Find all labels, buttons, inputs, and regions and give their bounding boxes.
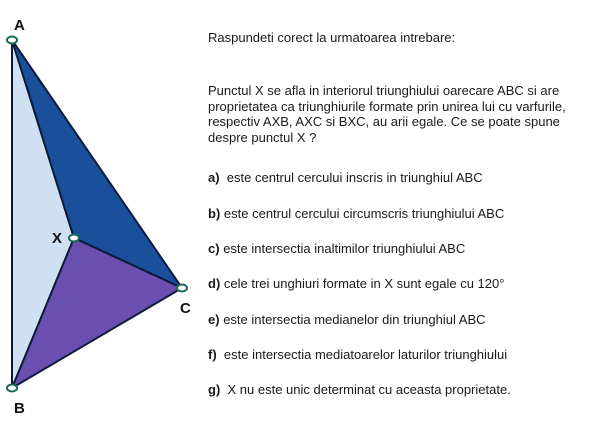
point-x (69, 235, 79, 242)
option-key: a) (208, 170, 220, 185)
option-text: este intersectia mediatoarelor laturilor triunghiului (223, 347, 508, 362)
option-text: cele trei unghiuri formate in X sunt egale cu 120° (223, 276, 505, 291)
option-text: este intersectia inaltimilor triunghiului ABC (223, 241, 466, 256)
option-key: d) (208, 276, 221, 291)
triangle-figure (0, 0, 200, 438)
vertex-c-label: C (180, 300, 191, 317)
option-key: e) (208, 312, 220, 327)
option-text: este intersectia medianelor din triunghiul ABC (223, 312, 486, 327)
answer-option-c[interactable] (208, 241, 465, 256)
option-key: b) (208, 206, 221, 221)
answer-option-f[interactable] (208, 347, 507, 362)
point-x-label: X (52, 230, 63, 247)
instruction-text: Raspundeti corect la urmatoarea intrebare: (208, 30, 456, 45)
answer-option-a[interactable] (208, 170, 483, 185)
vertex-a-point (7, 37, 17, 44)
vertex-a-label: A (14, 17, 25, 34)
option-key: f) (208, 347, 217, 362)
vertex-b-point (7, 385, 17, 392)
question-text: Punctul X se afla in interiorul triunghiului oarecare ABC si are proprietatea ca triunghiurile formate prin unirea lui cu varfurile, respectiv AXB, AXC si BXC, au arii egale. Ce se poate spune despre punctul X ? (208, 83, 566, 145)
vertex-b-label: B (14, 400, 25, 417)
vertex-c-point (177, 285, 187, 292)
option-text: este centrul cercului circumscris triunghiului ABC (223, 206, 505, 221)
option-key: g) (208, 382, 221, 397)
answer-option-b[interactable] (208, 206, 504, 221)
option-text: este centrul cercului inscris in triunghiul ABC (226, 170, 483, 185)
option-key: c) (208, 241, 220, 256)
triangle-diagram (0, 0, 200, 438)
answer-option-d[interactable] (208, 276, 504, 291)
option-text: X nu este unic determinat cu aceasta proprietate. (227, 382, 511, 397)
answer-option-e[interactable] (208, 312, 486, 327)
answer-option-g[interactable] (208, 382, 511, 397)
